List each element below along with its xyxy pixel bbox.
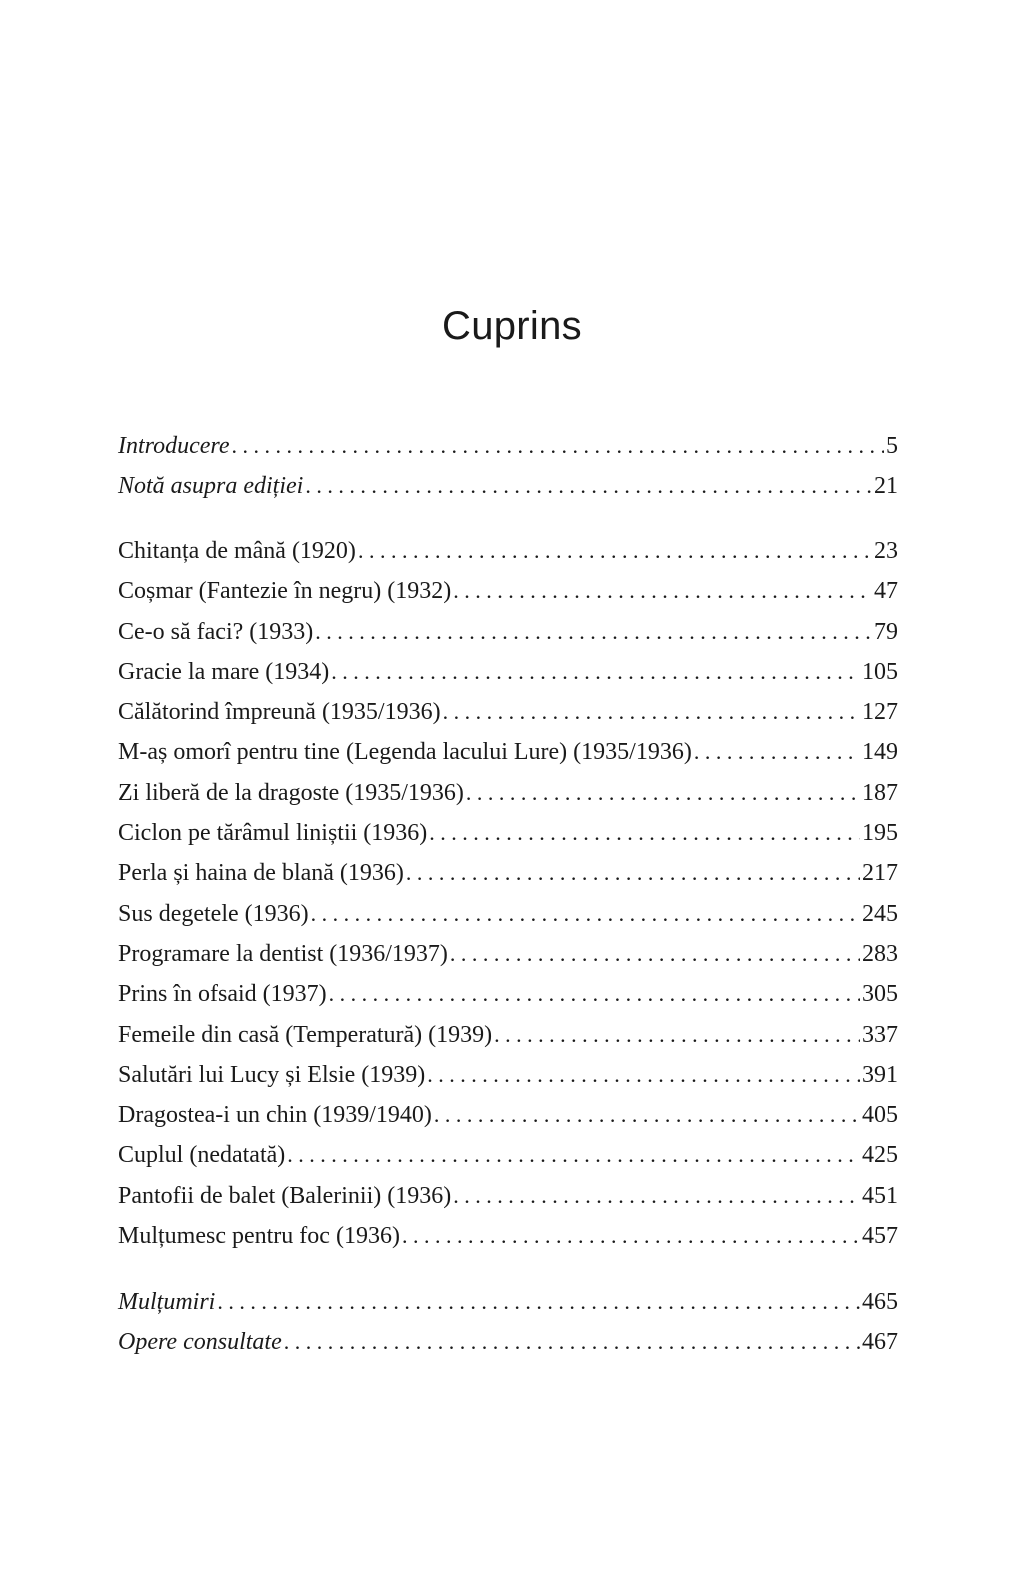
toc-entry[interactable] — [118, 1322, 898, 1362]
toc-entry-title: Prins în ofsaid (1937) — [118, 981, 327, 1008]
toc-entry-title: Notă asupra ediției — [118, 473, 304, 500]
toc-entry[interactable] — [118, 1095, 898, 1135]
toc-entry-page: 149 — [862, 739, 898, 766]
toc-entry-title: Mulțumiri — [118, 1289, 216, 1315]
toc-entry[interactable] — [118, 894, 898, 934]
toc-entry[interactable] — [118, 1135, 898, 1175]
toc-entry[interactable] — [118, 853, 898, 893]
toc-entry-title: Sus degetele (1936) — [118, 900, 309, 927]
toc-entry[interactable] — [118, 1216, 898, 1256]
toc-leader-dots — [429, 813, 860, 853]
toc-entry-title: Călătorind împreună (1935/1936) — [118, 699, 441, 726]
toc-entry-page: 23 — [874, 538, 898, 564]
toc-leader-dots — [305, 466, 872, 506]
toc-leader-dots — [284, 1322, 860, 1362]
toc-entry-page: 305 — [862, 981, 898, 1008]
toc-leader-dots — [434, 1095, 860, 1135]
toc-leader-dots — [232, 426, 884, 466]
toc-entry-page: 405 — [862, 1102, 898, 1129]
toc-entry-title: Gracie la mare (1934) — [118, 658, 330, 685]
toc-entry-title: Introducere — [118, 433, 230, 459]
toc-entry-page: 79 — [874, 618, 898, 645]
toc-entry-title: Opere consultate — [118, 1329, 282, 1356]
toc-entry-page: 451 — [862, 1182, 898, 1209]
toc-entry-title: Dragostea-i un chin (1939/1940) — [118, 1102, 432, 1129]
toc-leader-dots — [453, 571, 872, 611]
toc-leader-dots — [494, 1015, 860, 1055]
toc-entry[interactable] — [118, 813, 898, 853]
toc-entry-title: Femeile din casă (Temperatură) (1939) — [118, 1021, 493, 1048]
toc-leader-dots — [450, 934, 860, 974]
toc-leader-dots — [329, 974, 860, 1014]
toc-entry-page: 47 — [874, 578, 898, 605]
toc-entry-title: Pantofii de balet (Balerinii) (1936) — [118, 1182, 452, 1209]
toc-entry-title: Cuplul (nedatată) — [118, 1142, 286, 1169]
toc-entry[interactable] — [118, 974, 898, 1014]
toc-entry-page: 391 — [862, 1061, 898, 1088]
toc-entry-title: Chitanța de mână (1920) — [118, 538, 356, 564]
toc-entry-title: Salutări lui Lucy și Elsie (1939) — [118, 1061, 426, 1088]
toc-entry-page: 465 — [862, 1289, 898, 1315]
toc-entry-title: Ce-o să faci? (1933) — [118, 618, 314, 645]
toc-leader-dots — [466, 773, 860, 813]
toc-entry-title: Zi liberă de la dragoste (1935/1936) — [118, 779, 464, 806]
toc-leader-dots — [311, 894, 860, 934]
toc-leader-dots — [358, 531, 872, 571]
toc-entry-page: 467 — [862, 1329, 898, 1356]
toc-entry-page: 457 — [862, 1223, 898, 1250]
toc-entry-title: Coșmar (Fantezie în negru) (1932) — [118, 578, 452, 605]
toc-leader-dots — [402, 1216, 860, 1256]
toc-entry-page: 187 — [862, 779, 898, 806]
toc-leader-dots — [453, 1176, 860, 1216]
toc-leader-dots — [427, 1055, 860, 1095]
toc-back-matter — [118, 1282, 898, 1363]
toc-leader-dots — [217, 1282, 860, 1322]
toc-leader-dots — [443, 692, 860, 732]
toc-leader-dots — [694, 732, 860, 772]
toc-entry-title: Ciclon pe tărâmul liniștii (1936) — [118, 820, 428, 847]
toc-entry-page: 195 — [862, 820, 898, 847]
toc-entry-title: Perla și haina de blană (1936) — [118, 860, 404, 887]
page-title: Cuprins — [442, 304, 582, 348]
toc-entry[interactable] — [118, 1015, 898, 1055]
toc-entry-page: 105 — [862, 658, 898, 685]
toc-leader-dots — [406, 853, 860, 893]
toc-entry[interactable] — [118, 773, 898, 813]
toc-entry[interactable] — [118, 531, 898, 571]
toc-entry[interactable] — [118, 934, 898, 974]
toc-entry[interactable] — [118, 1055, 898, 1095]
toc-entry[interactable] — [118, 692, 898, 732]
toc-entry-page: 127 — [862, 699, 898, 726]
toc-entry-title: M-aș omorî pentru tine (Legenda lacului Lure) (1935/1936) — [118, 739, 692, 766]
toc-entry-page: 337 — [862, 1021, 898, 1048]
toc-entry-page: 217 — [862, 860, 898, 887]
toc-leader-dots — [315, 612, 872, 652]
toc-entry[interactable] — [118, 1282, 898, 1322]
toc-entry-page: 283 — [862, 940, 898, 967]
toc-entry-page: 245 — [862, 900, 898, 927]
toc-entry-page: 21 — [874, 473, 898, 500]
toc-entry-page: 5 — [886, 433, 898, 459]
toc-entry[interactable] — [118, 466, 898, 506]
toc-entry[interactable] — [118, 612, 898, 652]
toc-entry-page: 425 — [862, 1142, 898, 1169]
toc-entry[interactable] — [118, 732, 898, 772]
toc-entry-title: Programare la dentist (1936/1937) — [118, 940, 448, 967]
toc-front-matter — [118, 426, 898, 507]
toc-leader-dots — [331, 652, 860, 692]
toc-entry[interactable] — [118, 571, 898, 611]
toc-stories — [118, 531, 898, 1256]
toc-entry-title: Mulțumesc pentru foc (1936) — [118, 1223, 400, 1250]
toc-leader-dots — [287, 1135, 860, 1175]
toc-entry[interactable] — [118, 652, 898, 692]
toc-entry[interactable] — [118, 426, 898, 466]
toc-entry[interactable] — [118, 1176, 898, 1216]
